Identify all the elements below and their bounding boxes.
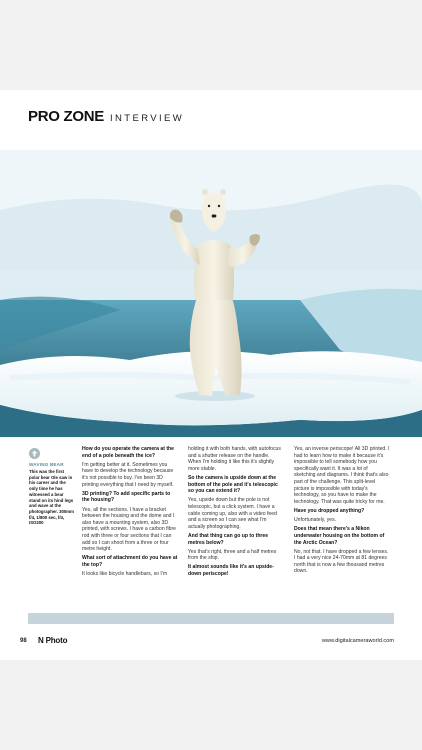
question: Have you dropped anything?	[294, 507, 365, 514]
website-url[interactable]: www.digitalcameraworld.com	[321, 638, 394, 644]
answer: I'm getting better at it. Sometimes you have to develop the technology because it's not possible to buy. I've been 3D printing everything that I need by myself.	[82, 461, 174, 488]
polar-bear-photo	[0, 150, 422, 437]
article-column-2	[188, 446, 284, 580]
question: Does that mean there's a Nikon underwater housing on the bottom of the Arctic Ocean?	[294, 526, 385, 546]
article-column-3	[294, 446, 390, 578]
accent-bar	[28, 613, 394, 624]
answer: Yes, an inverse periscope! All 3D printed. I had to learn how to make it because it's impossible to tell somebody how you specifically want it. It was a lot of sketching and diagrams. I think that's also part of the challenge. This split-level picture is impossible with today's technology, so you have to make the technology. That was quite tricky for me.	[294, 446, 390, 505]
question: How do you operate the camera at the end of a pole beneath the ice?	[82, 446, 174, 459]
answer: Yes, all the sections. I have a bracket between the housing and the dome and I also have a mounting system, also 3D printed, with screws. I have a carbon fibre rod with three or four sections that I can add so I can shoot from a three or four metre height.	[82, 506, 176, 553]
answer: Yes that's right, three and a half metres from the ship.	[188, 548, 277, 562]
top-margin	[0, 0, 422, 90]
photo-caption: This was the first polar bear Ole saw in his career and the only time he has witnessed a bear stand on its hind legs and wave at the photographer. 300mm f/4, 1/800 sec, f/4, ISO200	[29, 469, 74, 526]
section-title: PRO ZONE	[28, 108, 104, 125]
article-column-1	[82, 446, 178, 580]
section-header	[28, 108, 184, 126]
answer: holding it with both hands, with autofocus and a shutter release on the handle. When I'm holding it like this it's slightly more stable.	[188, 446, 281, 472]
answer: No, not that. I have dropped a few lenses. I had a very nice 24-70mm at 81 degrees north that is now a few thousand metres down.	[294, 548, 389, 575]
magazine-logo: N Photo	[38, 636, 68, 645]
page-number: 98	[20, 638, 27, 644]
question: What sort of attachment do you have at the top?	[82, 555, 178, 568]
answer: Yes, upside down but the pole is not telescopic, but a click system. I have a cable coming up, also with a video feed and a screen so I can see what I'm actually photographing.	[188, 497, 277, 530]
answer: It looks like bicycle handlebars, so I'm	[82, 571, 168, 578]
question: And that thing can go up to three metres below?	[188, 532, 269, 546]
answer: Unfortunately, yes.	[294, 517, 337, 524]
arrow-up-icon	[29, 448, 40, 459]
bottom-margin	[0, 660, 422, 750]
question: So the camera is upside down at the bottom of the pole and it's telescopic so you can extend it?	[188, 474, 278, 495]
question: It almost sounds like it's an upside-down periscope!	[188, 564, 274, 578]
caption-title: WAVING BEAR	[29, 462, 64, 467]
section-subtitle: INTERVIEW	[109, 113, 185, 124]
question: 3D printing? To add specific parts to the housing?	[82, 490, 171, 504]
